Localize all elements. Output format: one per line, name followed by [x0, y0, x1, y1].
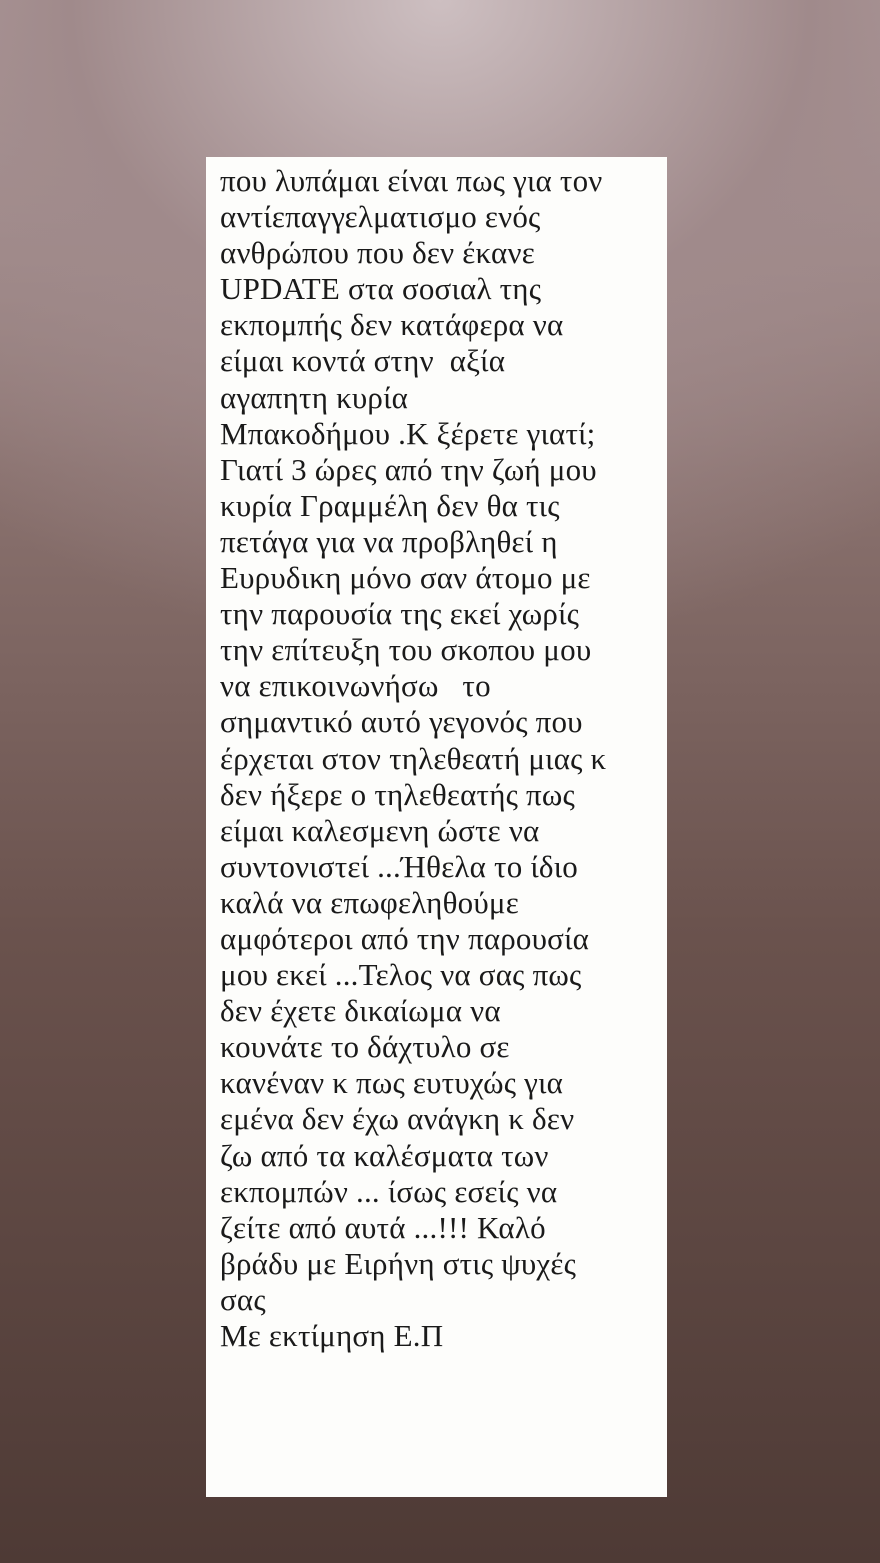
text-line: εκπομπής δεν κατάφερα να	[220, 307, 564, 343]
text-line: αγαπητη κυρία	[220, 379, 409, 415]
text-line: ζείτε από αυτά ...!!! Καλό	[220, 1209, 546, 1245]
text-line: UPDATE στα σοσιαλ της	[220, 271, 542, 307]
text-line: μου εκεί ...Τελος να σας πως	[220, 957, 582, 993]
text-line: κουνάτε το δάχτυλο σε	[220, 1029, 510, 1065]
story-text	[220, 163, 661, 1354]
text-line: που λυπάμαι είναι πως για τον	[220, 163, 603, 198]
text-line: είμαι κοντά στην αξία	[220, 343, 506, 379]
text-line: δεν ήξερε ο τηλεθεατής πως	[220, 776, 575, 812]
text-line: Ευρυδικη μόνο σαν άτομο με	[220, 560, 591, 596]
text-line: σας	[220, 1281, 266, 1317]
text-line: να επικοινωνήσω το	[220, 668, 491, 704]
text-line: κυρία Γραμμέλη δεν θα τις	[220, 487, 560, 523]
text-line: εμένα δεν έχω ανάγκη κ δεν	[220, 1101, 575, 1137]
text-line: εκπομπών ... ίσως εσείς να	[220, 1173, 558, 1209]
text-line: αμφότεροι από την παρουσία	[220, 920, 590, 956]
text-line: Μπακοδήμου .Κ ξέρετε γιατί;	[220, 415, 596, 451]
text-line: πετάγα για να προβληθεί η	[220, 523, 558, 559]
text-line: ζω από τα καλέσματα των	[220, 1137, 549, 1173]
text-line: σημαντικό αυτό γεγονός που	[220, 704, 583, 740]
story-text-card	[206, 157, 667, 1497]
text-line: την επίτευξη του σκοπου μου	[220, 632, 592, 668]
text-line: Με εκτίμηση Ε.Π	[220, 1318, 444, 1353]
text-line: δεν έχετε δικαίωμα να	[220, 993, 501, 1029]
text-line: ανθρώπου που δεν έκανε	[220, 235, 535, 271]
text-line: Γιατί 3 ώρες από την ζωή μου	[220, 451, 597, 487]
text-line: την παρουσία της εκεί χωρίς	[220, 596, 580, 632]
text-line: έρχεται στον τηλεθεατή μιας κ	[220, 740, 607, 776]
text-line: βράδυ με Ειρήνη στις ψυχές	[220, 1245, 577, 1281]
text-line: αντίεπαγγελματισμο ενός	[220, 199, 541, 235]
text-line: συντονιστεί ...Ήθελα το ίδιο	[220, 848, 578, 884]
text-line: είμαι καλεσμενη ώστε να	[220, 812, 540, 848]
text-line: καλά να επωφεληθούμε	[220, 884, 519, 920]
text-line: κανέναν κ πως ευτυχώς για	[220, 1065, 564, 1101]
